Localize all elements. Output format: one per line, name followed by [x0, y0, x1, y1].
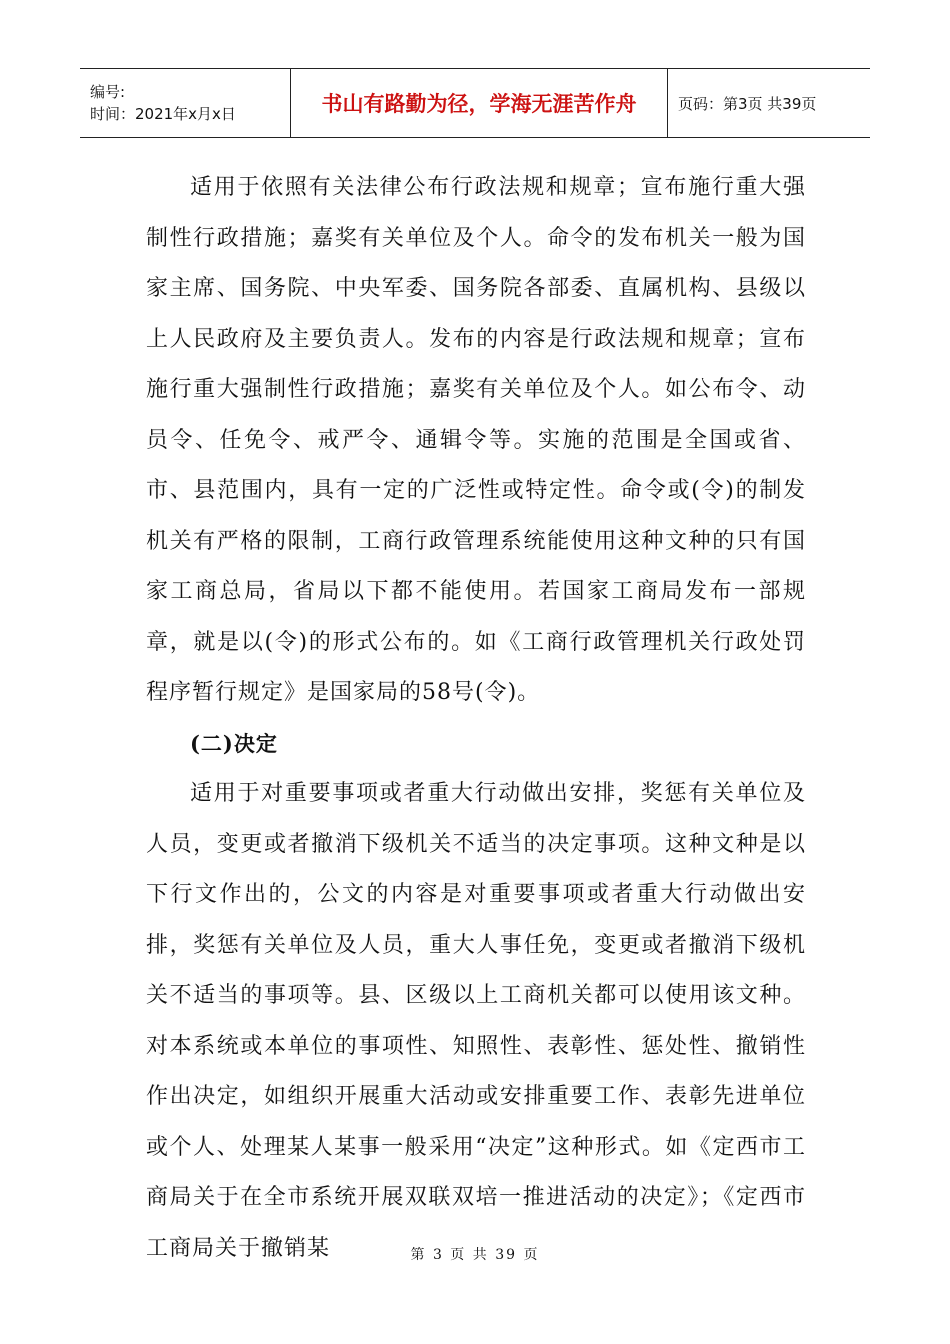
paragraph-1: 适用于依照有关法律公布行政法规和规章；宣布施行重大强制性行政措施；嘉奖有关单位及个人。命令的发布机关一般为国家主席、国务院、中央军委、国务院各部委、直属机构、县级以上人民政府及主要负责人。发布的内容是行政法规和规章；宣布施行重大强制性行政措施；嘉奖有关单位及个人。如公布令、动员令、任免令、戒严令、通辑令等。实施的范围是全国或省、市、县范围内，具有一定的广泛性或特定性。命令或(令)的制发机关有严格的限制，工商行政管理系统能使用这种文种的只有国家工商总局，省局以下都不能使用。若国家工商局发布一部规章，就是以(令)的形式公布的。如《工商行政管理机关行政处罚程序暂行规定》是国家局的58号(令)。 [146, 175, 806, 705]
page-footer: 第 3 页 共 39 页 [410, 1247, 540, 1263]
paragraph-2: 适用于对重要事项或者重大行动做出安排，奖惩有关单位及人员，变更或者撤消下级机关不适当的决定事项。这种文种是以下行文作出的，公文的内容是对重要事项或者重大行动做出安排，奖惩有关单位及人员，重大人事任免，变更或者撤消下级机关不适当的事项等。县、区级以上工商机关都可以使用该文种。对本系统或本单位的事项性、知照性、表彰性、惩处性、撤销性作出决定，如组织开展重大活动或安排重要工作、表彰先进单位或个人、处理某人某事一般采用“决定”这种形式。如《定西市工商局关于在全市系统开展双联双培一推进活动的决定》；《定西市工商局关于撤销某 [146, 781, 806, 1261]
document-body [146, 163, 806, 1274]
header-meta [80, 69, 291, 137]
header-motto: 书山有路勤为径，学海无涯苦作舟 [291, 69, 668, 137]
document-time: 时间：2021年x月x日 [90, 105, 236, 123]
page-header [80, 68, 870, 138]
header-page-info: 页码：第3页 共39页 [678, 94, 817, 113]
section-heading-decision: (二)决定 [190, 730, 278, 756]
document-code-label: 编号: [90, 83, 126, 101]
